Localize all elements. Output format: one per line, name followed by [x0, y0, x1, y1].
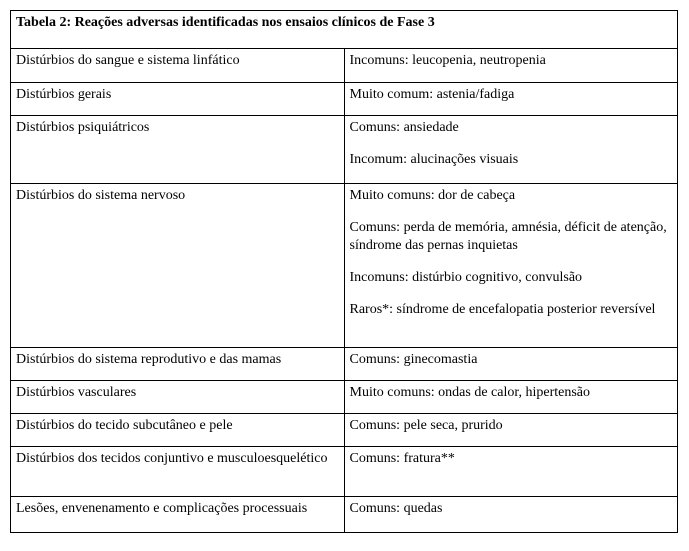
effect-entry: Comuns: quedas [349, 501, 443, 516]
effects-cell [344, 116, 678, 184]
table-row [11, 184, 678, 348]
table-row [11, 414, 678, 447]
system-cell: Distúrbios psiquiátricos [11, 116, 345, 184]
effects-cell [344, 83, 678, 116]
effects-cell [344, 348, 678, 381]
adverse-reactions-table [10, 10, 678, 533]
effects-cell [344, 447, 678, 497]
table-row [11, 348, 678, 381]
system-cell: Distúrbios do sistema reprodutivo e das mamas [11, 348, 345, 381]
effect-entry: Comuns: fratura** [349, 451, 455, 466]
table-row [11, 497, 678, 533]
table-row [11, 83, 678, 116]
system-cell: Distúrbios do sistema nervoso [11, 184, 345, 348]
effect-entry: Raros*: síndrome de encefalopatia posterior reversível [349, 302, 656, 317]
effect-entry: Comuns: ginecomastia [349, 352, 478, 367]
effect-entry: Comuns: pele seca, prurido [349, 418, 503, 433]
table-row [11, 49, 678, 83]
table-row [11, 381, 678, 414]
system-cell: Distúrbios do tecido subcutâneo e pele [11, 414, 345, 447]
effects-cell [344, 381, 678, 414]
effect-entry: Muito comuns: ondas de calor, hipertensão [349, 385, 590, 400]
system-cell: Distúrbios do sangue e sistema linfático [11, 49, 345, 83]
effects-cell [344, 414, 678, 447]
system-cell: Distúrbios dos tecidos conjuntivo e musculoesquelético [11, 447, 345, 497]
effect-entry: Muito comum: astenia/fadiga [349, 87, 515, 102]
table-row [11, 116, 678, 184]
system-cell: Lesões, envenenamento e complicações processuais [11, 497, 345, 533]
effects-cell [344, 49, 678, 83]
effect-entry: Comuns: ansiedade [349, 120, 459, 135]
effect-entry: Incomuns: leucopenia, neutropenia [349, 53, 546, 68]
effect-entry: Incomuns: distúrbio cognitivo, convulsão [349, 270, 583, 285]
effect-entry: Comuns: perda de memória, amnésia, déficit de atenção, síndrome das pernas inquietas [349, 220, 667, 253]
effect-entry: Incomum: alucinações visuais [349, 152, 519, 167]
system-cell: Distúrbios gerais [11, 83, 345, 116]
system-cell: Distúrbios vasculares [11, 381, 345, 414]
table-row [11, 447, 678, 497]
effects-cell [344, 184, 678, 348]
effect-entry: Muito comuns: dor de cabeça [349, 188, 516, 203]
table-title: Tabela 2: Reações adversas identificadas nos ensaios clínicos de Fase 3 [11, 11, 678, 49]
table-title-row [11, 11, 678, 49]
effects-cell [344, 497, 678, 533]
